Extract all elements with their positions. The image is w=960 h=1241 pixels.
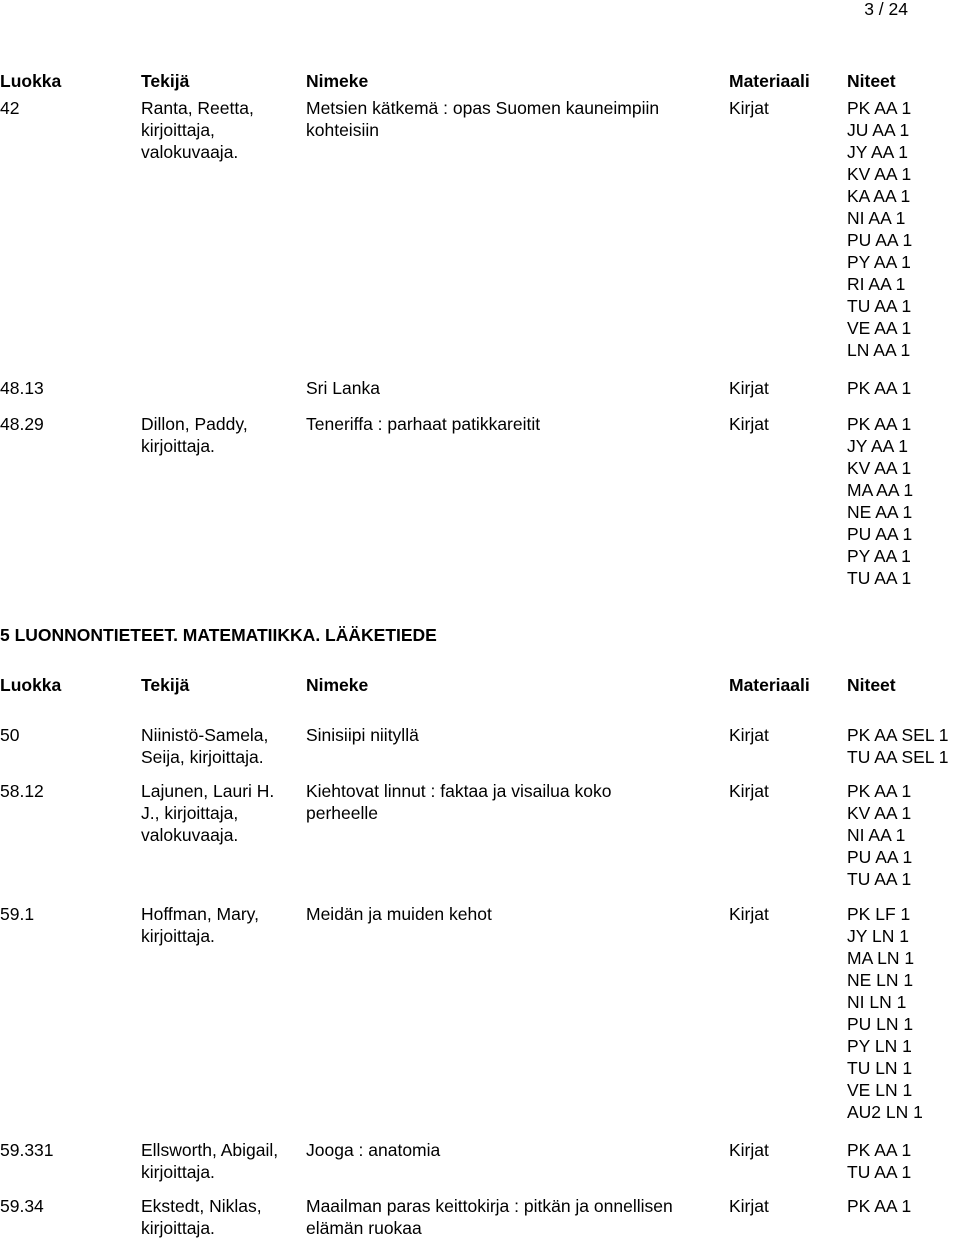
row-material: Kirjat — [729, 378, 769, 398]
row-class: 59.331 — [0, 1140, 54, 1160]
table-header — [0, 674, 960, 698]
table-header — [0, 70, 960, 94]
row-title: Metsien kätkemä : opas Suomen kauneimpiin kohteisiin — [306, 98, 660, 140]
row-title: Sri Lanka — [306, 378, 380, 398]
row-holdings: PK AA 1 — [847, 1196, 912, 1216]
row-holdings: PK AA 1 KV AA 1 NI AA 1 PU AA 1 TU AA 1 — [847, 781, 913, 889]
column-header-nimeke: Nimeke — [306, 675, 369, 695]
row-author: Niinistö-Samela, Seija, kirjoittaja. — [141, 725, 269, 767]
column-header-nimeke: Nimeke — [306, 71, 369, 91]
row-holdings: PK AA 1 — [847, 378, 912, 398]
row-material: Kirjat — [729, 1196, 769, 1216]
row-material: Kirjat — [729, 904, 769, 924]
row-class: 42 — [0, 98, 20, 118]
row-class: 59.34 — [0, 1196, 44, 1216]
column-header-luokka: Luokka — [0, 675, 62, 695]
row-title: Maailman paras keittokirja : pitkän ja onnellisen elämän ruokaa — [306, 1196, 673, 1238]
row-title: Sinisiipi niityllä — [306, 725, 419, 745]
page-number: 3 / 24 — [864, 0, 908, 19]
row-class: 58.12 — [0, 781, 44, 801]
row-material: Kirjat — [729, 1140, 769, 1160]
row-holdings: PK LF 1 JY LN 1 MA LN 1 NE LN 1 NI LN 1 PU LN 1 PY LN 1 TU LN 1 VE LN 1 AU2 LN 1 — [847, 904, 923, 1122]
row-author: Lajunen, Lauri H. J., kirjoittaja, valokuvaaja. — [141, 781, 275, 845]
row-title: Kiehtovat linnut : faktaa ja visailua koko perheelle — [306, 781, 612, 823]
column-header-materiaali: Materiaali — [729, 71, 810, 91]
section-title: 5 LUONNONTIETEET. MATEMATIIKKA. LÄÄKETIEDE — [0, 625, 437, 645]
row-author: Ranta, Reetta, kirjoittaja, valokuvaaja. — [141, 98, 254, 162]
row-material: Kirjat — [729, 98, 769, 118]
row-holdings: PK AA 1 JU AA 1 JY AA 1 KV AA 1 KA AA 1 NI AA 1 PU AA 1 PY AA 1 RI AA 1 TU AA 1 VE AA 1 LN AA 1 — [847, 98, 913, 360]
row-class: 50 — [0, 725, 20, 745]
row-author: Ekstedt, Niklas, kirjoittaja. — [141, 1196, 262, 1238]
column-header-tekija: Tekijä — [141, 71, 190, 91]
row-material: Kirjat — [729, 781, 769, 801]
row-holdings: PK AA SEL 1 TU AA SEL 1 — [847, 725, 949, 767]
row-author: Hoffman, Mary, kirjoittaja. — [141, 904, 259, 946]
row-class: 48.29 — [0, 414, 44, 434]
row-author: Dillon, Paddy, kirjoittaja. — [141, 414, 248, 456]
row-material: Kirjat — [729, 725, 769, 745]
column-header-niteet: Niteet — [847, 675, 896, 695]
column-header-niteet: Niteet — [847, 71, 896, 91]
column-header-luokka: Luokka — [0, 71, 62, 91]
column-header-tekija: Tekijä — [141, 675, 190, 695]
row-class: 48.13 — [0, 378, 44, 398]
row-material: Kirjat — [729, 414, 769, 434]
row-title: Meidän ja muiden kehot — [306, 904, 492, 924]
row-class: 59.1 — [0, 904, 35, 924]
row-title: Teneriffa : parhaat patikkareitit — [306, 414, 541, 434]
row-holdings: PK AA 1 JY AA 1 KV AA 1 MA AA 1 NE AA 1 PU AA 1 PY AA 1 TU AA 1 — [847, 414, 914, 588]
row-title: Jooga : anatomia — [306, 1140, 441, 1160]
row-holdings: PK AA 1 TU AA 1 — [847, 1140, 912, 1182]
column-header-materiaali: Materiaali — [729, 675, 810, 695]
row-author: Ellsworth, Abigail, kirjoittaja. — [141, 1140, 279, 1182]
